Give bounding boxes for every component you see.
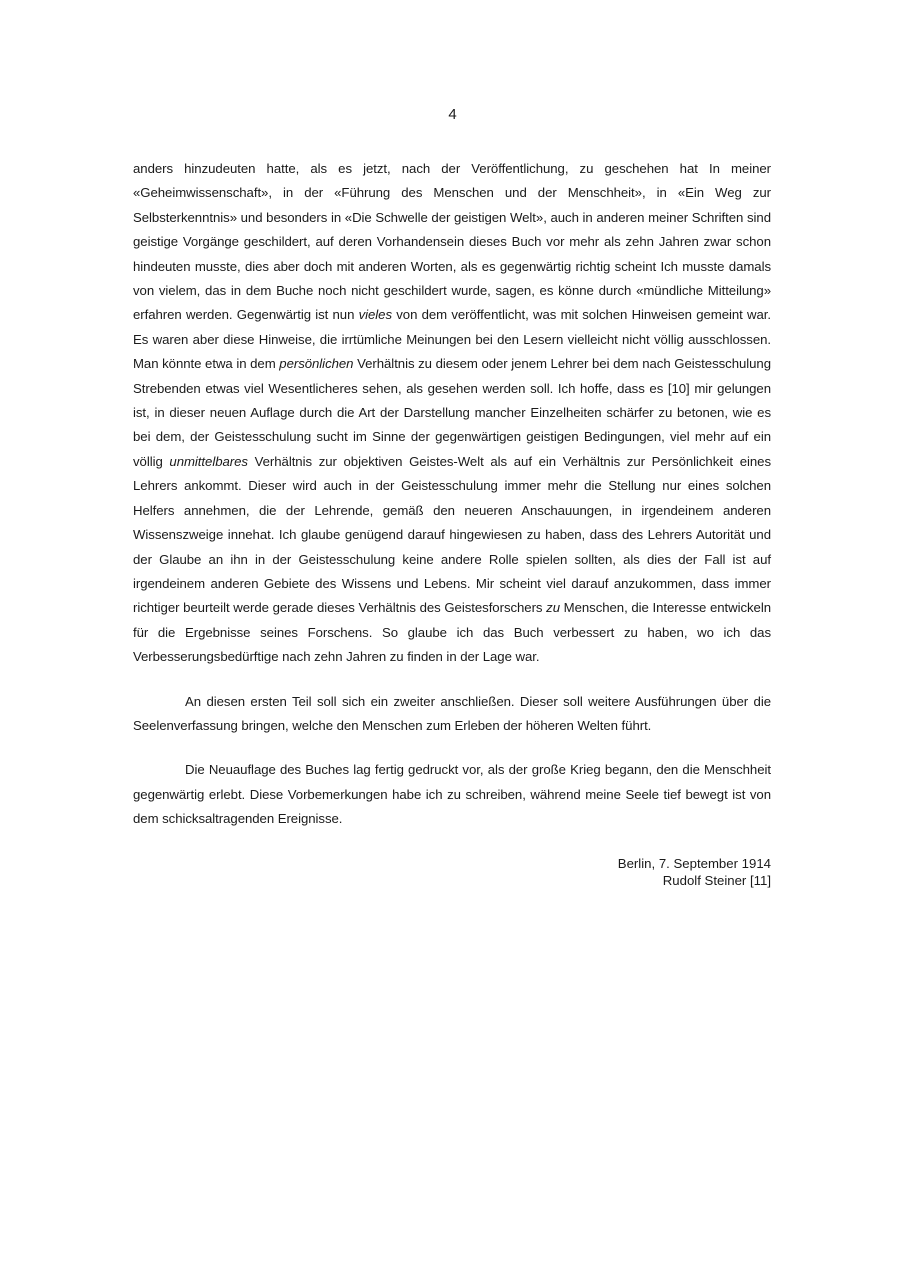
body-text	[133, 157, 771, 832]
italic-text-run: zu	[546, 600, 560, 616]
signature-author: Rudolf Steiner [11]	[662, 873, 771, 888]
signature-block	[133, 855, 771, 889]
text-run: Menschen, die Interesse entwickeln für die Ergebnisse seines Forschens. So glaube ich das Buch verbessert zu haben, wo ich das Verbesserungsbedürftige nach zehn Jahren zu finden in der Lage war.	[133, 600, 772, 665]
text-run: An diesen ersten Teil soll sich ein zweiter anschließen. Dieser soll weitere Ausführungen über die Seelenverfassung bringen, welche den Menschen zum Erleben der höheren Welten führt.	[133, 693, 771, 733]
page-number: 4	[448, 106, 457, 123]
italic-text-run: persönlichen	[279, 356, 354, 372]
text-run: Verhältnis zur objektiven Geistes-Welt als auf ein Verhältnis zur Persönlichkeit eines Lehrers ankommt. Dieser wird auch in der Geistesschulung immer mehr die Stellung nur eines solchen Helfers annehmen, die der Lehrende, gemäß den neueren Anschauungen, in irgendeinem anderen Wissenszweige innehat. Ich glaube genügend darauf hingewiesen zu haben, dass des Lehrers Autorität und der Glaube an ihn in der Geistesschulung keine andere Rolle spielen sollten, als dies der Fall ist auf irgendeinem anderen Gebiete des Wissens und Lebens. Mir scheint viel darauf anzukommen, dass immer richtiger beurteilt werde gerade dieses Verhältnis des Geistesforschers	[133, 453, 771, 616]
signature-place-date: Berlin, 7. September 1914	[617, 856, 771, 871]
italic-text-run: unmittelbares	[169, 453, 248, 469]
paragraph-3	[133, 758, 771, 831]
text-run: von dem veröffentlicht, was mit solchen Hinweisen gemeint war. Es waren aber diese Hinweise, die irrtümliche Meinungen bei den Lesern vielleicht nicht völlig ausschlossen. Man könnte etwa in dem	[133, 307, 771, 372]
paragraph-2	[133, 690, 771, 739]
text-run: anders hinzudeuten hatte, als es jetzt, nach der Veröffentlichung, zu geschehen hat In meiner «Geheimwissenschaft», in der «Führung des Menschen und der Menschheit», in «Ein Weg zur Selbsterkenntnis» und besonders in «Die Schwelle der geistigen Welt», auch in anderen meiner Schriften sind geistige Vorgänge geschildert, auf deren Vorhandensein dieses Buch vor mehr als zehn Jahren zwar schon hindeuten musste, dies aber doch mit anderen Worten, als es gegenwärtig richtig scheint Ich musste damals von vielem, das in dem Buche noch nicht geschildert wurde, sagen, es könne durch «mündliche Mitteilung» erfahren werden. Gegenwärtig ist nun	[133, 161, 771, 323]
paragraph-1	[133, 157, 771, 670]
text-run: Verhältnis zu diesem oder jenem Lehrer bei dem nach Geistesschulung Strebenden etwas viel Wesentlicheres sehen, als gesehen werden soll. Ich hoffe, dass es [10] mir gelungen ist, in dieser neuen Auflage durch die Art der Darstellung mancher Einzelheiten schärfer zu betonen, wie es bei dem, der Geistesschulung sucht im Sinne der gegenwärtigen geistigen Bedingungen, viel mehr auf ein völlig	[133, 356, 771, 469]
text-run: Die Neuauflage des Buches lag fertig gedruckt vor, als der große Krieg begann, den die Menschheit gegenwärtig erlebt. Diese Vorbemerkungen habe ich zu schreiben, während meine Seele tief bewegt ist von dem schicksaltragenden Ereignisse.	[133, 762, 771, 827]
italic-text-run: vieles	[358, 307, 393, 323]
